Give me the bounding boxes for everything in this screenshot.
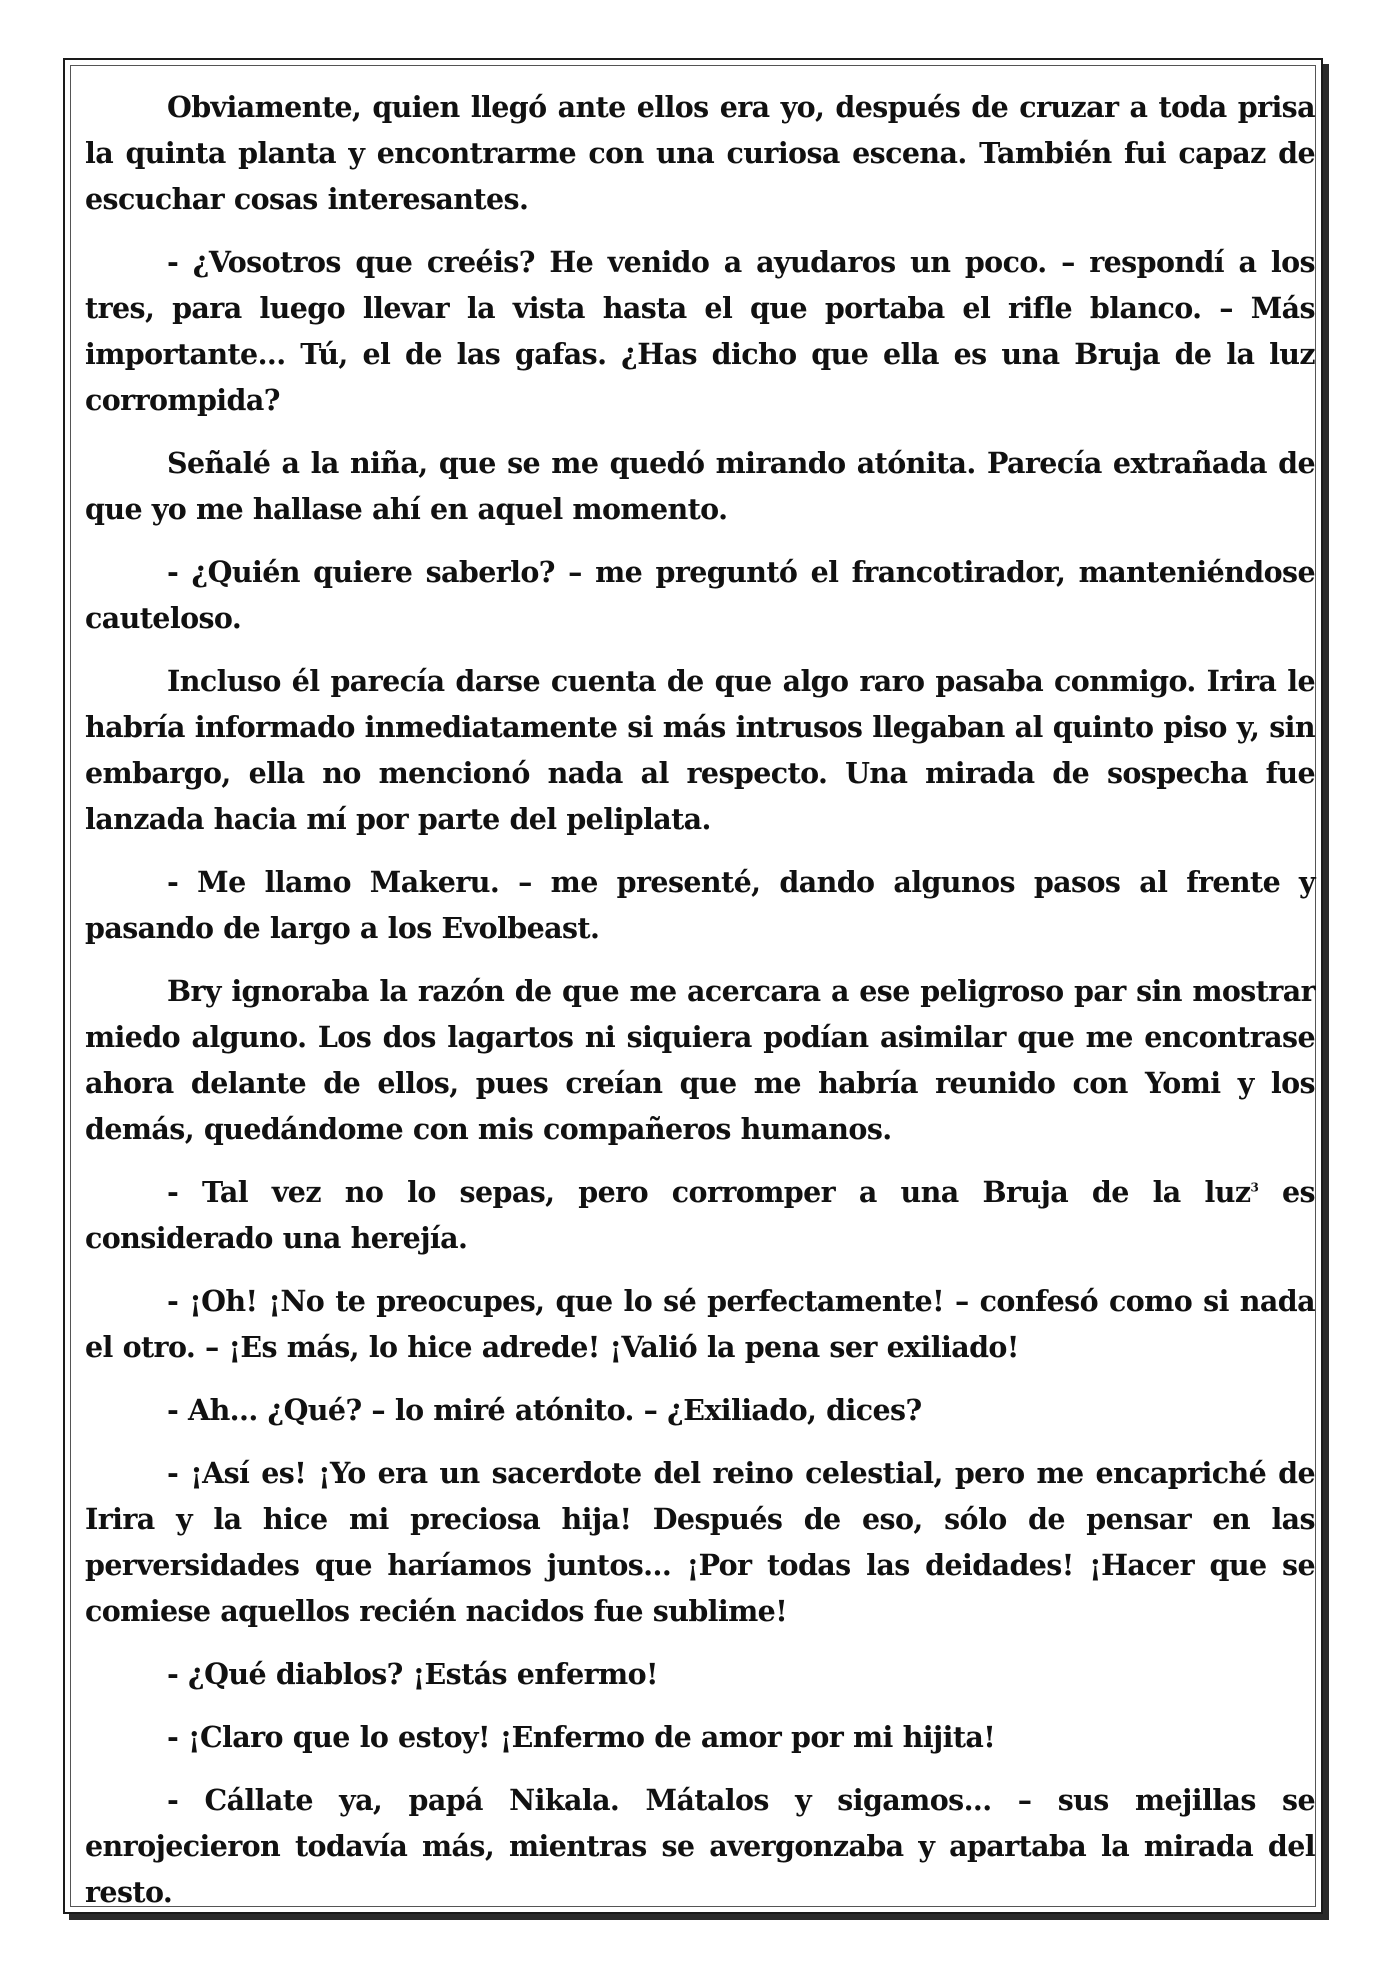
paragraph: - Cállate ya, papá Nikala. Mátalos y sigamos... – sus mejillas se enrojecieron todavía más, mientras se avergonzaba y apartaba la mirada del resto. bbox=[85, 1783, 1315, 1909]
paragraph: - ¡Oh! ¡No te preocupes, que lo sé perfectamente! – confesó como si nada el otro. – ¡Es más, lo hice adrede! ¡Valió la pena ser exiliado! bbox=[85, 1284, 1315, 1364]
paragraph: - Me llamo Makeru. – me presenté, dando algunos pasos al frente y pasando de largo a los Evolbeast. bbox=[85, 865, 1315, 945]
paragraph: Bry ignoraba la razón de que me acercara a ese peligroso par sin mostrar miedo alguno. Los dos lagartos ni siquiera podían asimilar que me encontrase ahora delante de ellos, pues creían que me habría reunido con Yomi y los demás, quedándome con mis compañeros humanos. bbox=[85, 974, 1315, 1146]
paragraph: - ¡Así es! ¡Yo era un sacerdote del reino celestial, pero me encapriché de Irira y la hice mi preciosa hija! Después de eso, sólo de pensar en las perversidades que haríamos juntos... ¡Por todas las deidades! ¡Hacer que se comiese aquellos recién nacidos fue sublime! bbox=[85, 1456, 1315, 1628]
paragraph: - ¿Qué diablos? ¡Estás enfermo! bbox=[167, 1657, 658, 1691]
paragraph: - Ah... ¿Qué? – lo miré atónito. – ¿Exiliado, dices? bbox=[167, 1393, 922, 1427]
paragraph-with-footnote bbox=[85, 1169, 1315, 1261]
footnote-marker: 3 bbox=[1250, 1180, 1259, 1195]
paragraph: - ¿Vosotros que creéis? He venido a ayudaros un poco. – respondí a los tres, para luego llevar la vista hasta el que portaba el rifle blanco. – Más importante... Tú, el de las gafas. ¿Has dicho que ella es una Bruja de la luz corrompida? bbox=[85, 245, 1315, 417]
paragraph: Incluso él parecía darse cuenta de que algo raro pasaba conmigo. Irira le habría informado inmediatamente si más intrusos llegaban al quinto piso y, sin embargo, ella no mencionó nada al respecto. Una mirada de sospecha fue lanzada hacia mí por parte del peliplata. bbox=[85, 664, 1315, 836]
paragraph: - ¡Claro que lo estoy! ¡Enfermo de amor por mi hijita! bbox=[167, 1720, 996, 1754]
document-body bbox=[85, 84, 1315, 1932]
paragraph: Señalé a la niña, que se me quedó mirando atónita. Parecía extrañada de que yo me hallase ahí en aquel momento. bbox=[85, 446, 1315, 526]
paragraph: Obviamente, quien llegó ante ellos era yo, después de cruzar a toda prisa la quinta planta y encontrarme con una curiosa escena. También fui capaz de escuchar cosas interesantes. bbox=[85, 90, 1315, 216]
paragraph-text-after-footnote: es considerado una herejía. bbox=[85, 1175, 1315, 1255]
paragraph: - ¿Quién quiere saberlo? – me preguntó el francotirador, manteniéndose cauteloso. bbox=[85, 555, 1315, 635]
paragraph-text-before-footnote: - Tal vez no lo sepas, pero corromper a una Bruja de la luz bbox=[167, 1175, 1251, 1209]
